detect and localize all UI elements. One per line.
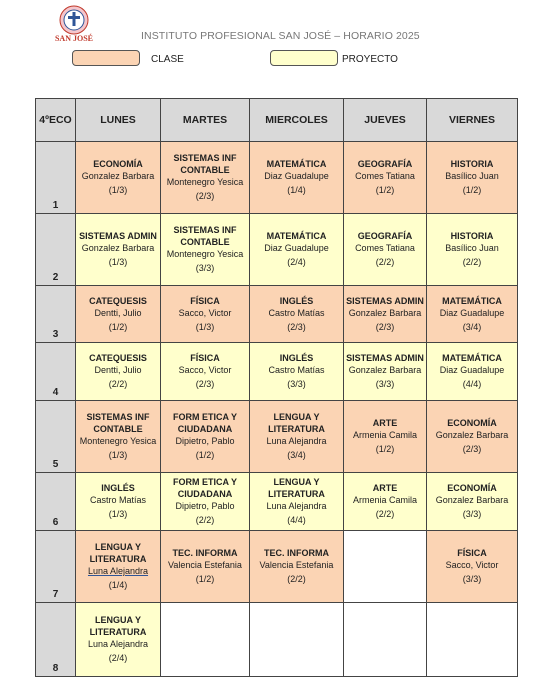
session-fraction: (1/3) <box>195 321 215 332</box>
table-row <box>36 214 518 286</box>
subject-name: INGLÉS <box>101 483 135 493</box>
session-fraction: (2/2) <box>375 257 395 267</box>
legend-proyecto-swatch <box>270 50 338 66</box>
subject-name: GEOGRAFÍA <box>357 159 413 169</box>
subject-name: SISTEMAS INF CONTABLE <box>173 153 237 175</box>
teacher-name: Montenegro Yesica <box>166 249 244 259</box>
teacher-name: Basílico Juan <box>445 243 499 253</box>
class-cell <box>161 343 250 401</box>
period-number: 7 <box>36 531 76 603</box>
subject-name: CATEQUESIS <box>89 295 147 306</box>
period-number: 4 <box>36 343 76 401</box>
session-fraction: (2/3) <box>287 321 306 332</box>
session-fraction: (1/4) <box>287 185 306 195</box>
table-row <box>36 343 518 401</box>
class-cell <box>161 142 250 214</box>
period-number: 3 <box>36 286 76 343</box>
class-cell <box>344 343 427 401</box>
class-cell <box>161 286 250 343</box>
subject-name: FÍSICA <box>190 295 220 306</box>
subject-name: TEC. INFORMA <box>264 548 329 558</box>
class-cell <box>427 401 518 473</box>
class-cell <box>250 473 344 531</box>
session-fraction: (3/3) <box>195 263 215 273</box>
subject-name: ECONOMÍA <box>447 418 497 428</box>
subject-name: CATEQUESIS <box>89 353 147 363</box>
subject-name: MATEMÁTICA <box>266 231 327 241</box>
subject-name: FORM ETICA Y CIUDADANA <box>172 477 237 499</box>
subject-name: HISTORIA <box>450 159 494 169</box>
session-fraction: (2/4) <box>287 257 306 267</box>
header-row <box>36 99 518 142</box>
subject-name: SISTEMAS INF CONTABLE <box>173 225 237 247</box>
teacher-name: Castro Matías <box>268 307 325 318</box>
period-number: 5 <box>36 401 76 473</box>
day-header-martes: MARTES <box>161 99 250 142</box>
session-fraction: (2/3) <box>462 444 482 454</box>
subject-name: HISTORIA <box>450 231 494 241</box>
teacher-name: Luna Alejandra <box>266 501 327 511</box>
class-cell <box>427 531 518 603</box>
day-header-jueves: JUEVES <box>344 99 427 142</box>
class-cell <box>250 401 344 473</box>
day-header-viernes: VIERNES <box>427 99 518 142</box>
teacher-name: Valencia Estefania <box>168 560 242 570</box>
session-fraction: (2/2) <box>108 379 128 389</box>
class-cell <box>344 286 427 343</box>
teacher-name: Gonzalez Barbara <box>435 495 509 505</box>
class-cell <box>427 343 518 401</box>
empty-cell <box>344 603 427 677</box>
subject-name: ARTE <box>372 418 398 428</box>
session-fraction: (3/4) <box>287 450 306 460</box>
teacher-name: Valencia Estefania <box>259 560 334 570</box>
session-fraction: (2/2) <box>375 509 395 519</box>
session-fraction: (3/3) <box>462 574 482 584</box>
subject-name: GEOGRAFÍA <box>357 231 413 241</box>
subject-name: ARTE <box>372 483 398 493</box>
session-fraction: (2/2) <box>287 574 306 584</box>
class-cell <box>76 142 161 214</box>
class-cell <box>250 214 344 286</box>
session-fraction: (2/4) <box>108 653 128 663</box>
period-number: 6 <box>36 473 76 531</box>
teacher-name: Diaz Guadalupe <box>264 243 329 253</box>
teacher-name: Luna Alejandra <box>87 566 149 576</box>
table-row <box>36 473 518 531</box>
period-number: 8 <box>36 603 76 677</box>
class-cell <box>427 286 518 343</box>
teacher-name: Gonzalez Barbara <box>81 243 155 253</box>
session-fraction: (3/3) <box>462 509 482 519</box>
class-cell <box>76 214 161 286</box>
class-cell <box>250 286 344 343</box>
legend-clase-label: CLASE <box>151 54 184 65</box>
teacher-name: Armenia Camila <box>352 430 418 440</box>
teacher-name: Dipietro, Pablo <box>175 436 235 446</box>
subject-name: LENGUA Y LITERATURA <box>268 477 325 499</box>
teacher-name: Castro Matías <box>89 495 147 505</box>
period-number: 1 <box>36 142 76 214</box>
day-header-lunes: LUNES <box>76 99 161 142</box>
subject-name: FÍSICA <box>190 353 220 363</box>
class-cell <box>250 343 344 401</box>
subject-name: ECONOMÍA <box>93 159 143 169</box>
session-fraction: (2/3) <box>195 191 215 201</box>
teacher-name: Castro Matías <box>268 365 325 375</box>
teacher-name: Gonzalez Barbara <box>348 365 422 375</box>
teacher-name: Sacco, Victor <box>178 365 232 375</box>
session-fraction: (1/2) <box>195 574 215 584</box>
subject-name: INGLÉS <box>279 295 314 306</box>
session-fraction: (2/3) <box>375 321 395 332</box>
subject-name: FORM ETICA Y CIUDADANA <box>172 412 237 434</box>
class-cell <box>250 531 344 603</box>
schedule-table <box>35 98 518 677</box>
teacher-name: Luna Alejandra <box>87 639 149 649</box>
teacher-name: Comes Tatiana <box>355 171 415 181</box>
subject-name: LENGUA Y LITERATURA <box>268 412 325 434</box>
subject-name: MATEMÁTICA <box>266 159 327 169</box>
teacher-name: Montenegro Yesica <box>79 436 157 446</box>
session-fraction: (1/3) <box>108 450 128 460</box>
subject-name: ECONOMÍA <box>447 483 497 493</box>
session-fraction: (2/2) <box>462 257 482 267</box>
table-row <box>36 142 518 214</box>
session-fraction: (3/4) <box>462 321 482 332</box>
class-cell <box>427 214 518 286</box>
subject-name: MATEMÁTICA <box>442 295 502 306</box>
class-cell <box>161 214 250 286</box>
teacher-name: Montenegro Yesica <box>166 177 244 187</box>
class-cell <box>76 473 161 531</box>
class-cell <box>344 473 427 531</box>
legend-proyecto-label: PROYECTO <box>342 54 398 65</box>
class-cell <box>161 473 250 531</box>
teacher-name: Dentti, Julio <box>94 365 142 375</box>
class-cell <box>344 142 427 214</box>
class-cell <box>344 401 427 473</box>
teacher-name: Dipietro, Pablo <box>175 501 235 511</box>
session-fraction: (1/2) <box>195 450 215 460</box>
logo-text: SAN JOSÉ <box>54 34 93 43</box>
class-cell <box>76 343 161 401</box>
table-row <box>36 286 518 343</box>
table-row <box>36 603 518 677</box>
teacher-name: Gonzalez Barbara <box>435 430 509 440</box>
empty-cell <box>344 531 427 603</box>
table-row <box>36 401 518 473</box>
teacher-name: Gonzalez Barbara <box>348 307 422 318</box>
subject-name: LENGUA Y LITERATURA <box>89 542 147 564</box>
class-cell <box>76 401 161 473</box>
teacher-name: Luna Alejandra <box>266 436 327 446</box>
class-cell <box>344 214 427 286</box>
class-cell <box>76 603 161 677</box>
session-fraction: (1/3) <box>108 509 128 519</box>
day-header-miercoles: MIERCOLES <box>250 99 344 142</box>
period-number: 2 <box>36 214 76 286</box>
subject-name: SISTEMAS ADMIN <box>346 295 424 306</box>
teacher-name: Dentti, Julio <box>94 307 142 318</box>
subject-name: TEC. INFORMA <box>172 548 238 558</box>
class-cell <box>161 401 250 473</box>
class-cell <box>161 531 250 603</box>
session-fraction: (1/2) <box>375 444 395 454</box>
session-fraction: (2/2) <box>195 515 215 525</box>
table-row <box>36 531 518 603</box>
session-fraction: (4/4) <box>462 379 482 389</box>
corner-cell: 4ºECO <box>36 99 76 142</box>
session-fraction: (1/3) <box>108 185 128 195</box>
subject-name: LENGUA Y LITERATURA <box>89 615 147 637</box>
empty-cell <box>161 603 250 677</box>
session-fraction: (1/2) <box>462 185 482 195</box>
teacher-name: Gonzalez Barbara <box>81 171 155 181</box>
subject-name: SISTEMAS ADMIN <box>346 353 424 363</box>
teacher-name: Sacco, Victor <box>178 307 232 318</box>
session-fraction: (4/4) <box>287 515 306 525</box>
session-fraction: (1/4) <box>108 580 128 590</box>
class-cell <box>427 142 518 214</box>
teacher-name: Diaz Guadalupe <box>439 365 505 375</box>
subject-name: SISTEMAS INF CONTABLE <box>86 412 150 434</box>
class-cell <box>76 531 161 603</box>
session-fraction: (1/2) <box>108 321 128 332</box>
class-cell <box>427 473 518 531</box>
session-fraction: (2/3) <box>195 379 215 389</box>
page-title: INSTITUTO PROFESIONAL SAN JOSÉ – HORARIO 2025 <box>141 30 420 42</box>
session-fraction: (3/3) <box>375 379 395 389</box>
session-fraction: (3/3) <box>287 379 306 389</box>
class-cell <box>76 286 161 343</box>
empty-cell <box>250 603 344 677</box>
teacher-name: Basílico Juan <box>445 171 499 181</box>
session-fraction: (1/2) <box>375 185 395 195</box>
teacher-name: Diaz Guadalupe <box>439 307 505 318</box>
teacher-name: Armenia Camila <box>352 495 418 505</box>
legend-clase-swatch <box>72 50 140 66</box>
subject-name: SISTEMAS ADMIN <box>79 231 157 241</box>
subject-name: INGLÉS <box>279 353 314 363</box>
session-fraction: (1/3) <box>108 257 128 267</box>
teacher-name: Sacco, Victor <box>445 560 499 570</box>
class-cell <box>250 142 344 214</box>
teacher-name: Diaz Guadalupe <box>264 171 329 181</box>
subject-name: MATEMÁTICA <box>442 353 502 363</box>
teacher-name: Comes Tatiana <box>355 243 415 253</box>
empty-cell <box>427 603 518 677</box>
subject-name: FÍSICA <box>457 548 487 558</box>
